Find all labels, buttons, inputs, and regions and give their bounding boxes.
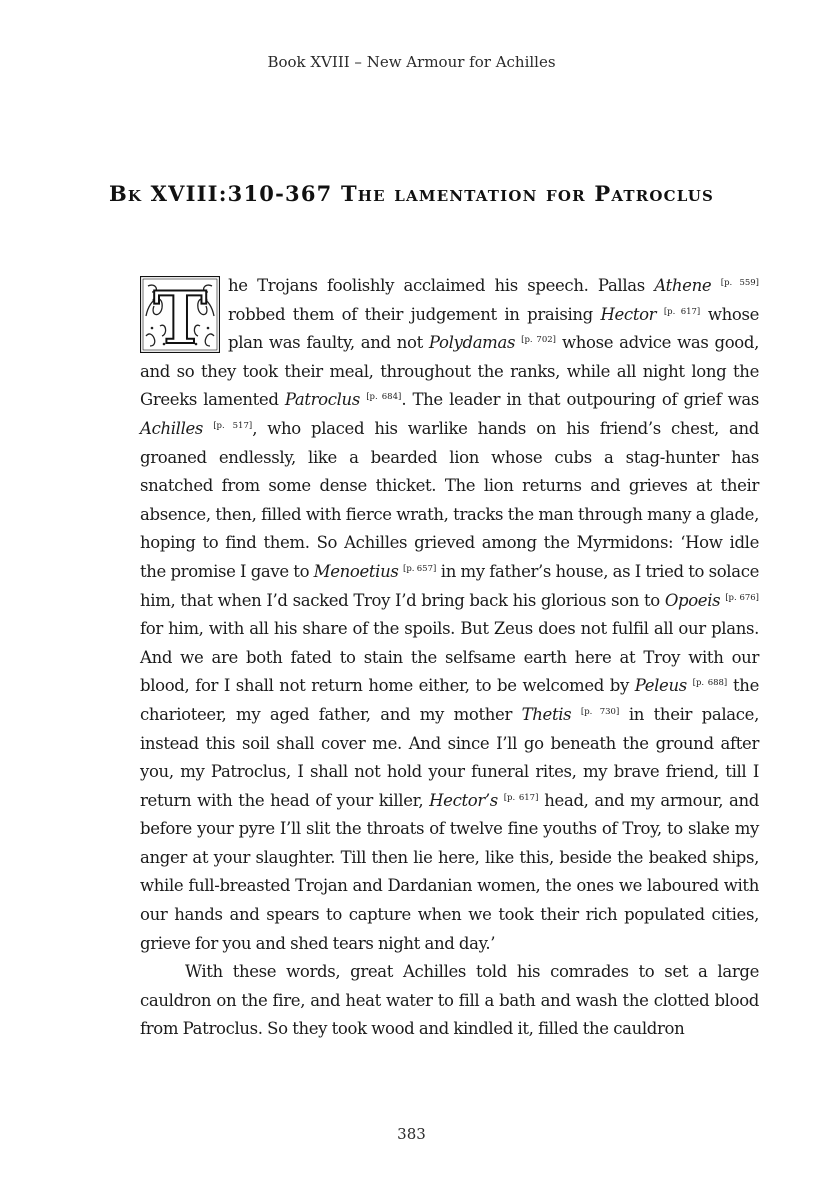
page-reference[interactable]: [p. 657] [403,563,437,574]
paragraph: T he Trojans foolishly acclaimed his speech. Pallas Athene [p. 559] robbed them of their judgement in praising Hector [p. 617] whose plan was faulty, and not Polydamas [p. 702] whose advice was good, and so they took their meal, throughout the ranks, while all night long the Greeks lamented Patroclus [p. 684]. The leader in that outpouring of grief was Achilles [p. 517], who placed his warlike hands on his friend’s chest, and groaned endlessly, like a bearded lion whose cubs a stag-hunter has snatched from some dense thicket. The lion returns and grieves at their absence, then, filled with fierce wrath, tracks the man through many a glade, hoping to find them. So Achilles grieved among the Myrmidons: ‘How idle the promise I gave to Menoetius [p. 657] in my father’s house, as I tried to solace him, that when I’d sacked Troy I’d bring back his glorious son to Opoeis [p. 676] for him, with all his share of the spoils. But Zeus does not fulfil all our plans. And we are both fated to stain the selfsame earth here at Troy with our blood, for I shall not return home either, to be welcomed by Peleus [p. 688] the charioteer, my aged father, and my mother Thetis [p. 730] in their palace, instead this soil shall cover me. And since I’ll go beneath the ground after you, my Patroclus, I shall not hold your funeral rites, my brave friend, till I return with the head of your killer, Hector’s [p. 617] head, and my armour, and before your pyre I’ll slit the throats of twelve fine youths of Troy, to slake my anger at your slaughter. Till then lie here, like this, beside the beaked ships, while full-breasted Trojan and Dardanian women, the ones we laboured with our hands and spears to capture when we took their rich populated cities, grieve for you and shed tears night and day.’ [140,276,760,953]
page-reference[interactable]: [p. 730] [580,706,620,717]
page-reference[interactable]: [p. 617] [503,792,539,803]
page-reference[interactable]: [p. 517] [213,420,253,431]
paragraph: With these words, great Achilles told his comrades to set a large cauldron on the fire, and heat water to fill a bath and wash the clotted blood from Patroclus. So they took wood and kindled it, filled the cauldron [140,962,759,1039]
page-reference[interactable]: [p. 684] [366,392,402,403]
page-reference[interactable]: [p. 676] [725,592,759,603]
page-reference[interactable]: [p. 688] [692,678,728,689]
page-reference[interactable]: [p. 617] [663,306,701,317]
page-reference[interactable]: [p. 702] [521,335,556,346]
dropcap-illuminated-letter [140,276,220,353]
page-reference[interactable]: [p. 559] [720,278,760,288]
running-head: Book XVIII – New Armour for Achilles [267,53,556,71]
page-number: 383 [397,1125,426,1143]
dropcap-letter: T [153,276,207,353]
body-text [140,272,759,1044]
chapter-title: Bk XVIII:310-367 The lamentation for Patroclus [108,181,715,206]
